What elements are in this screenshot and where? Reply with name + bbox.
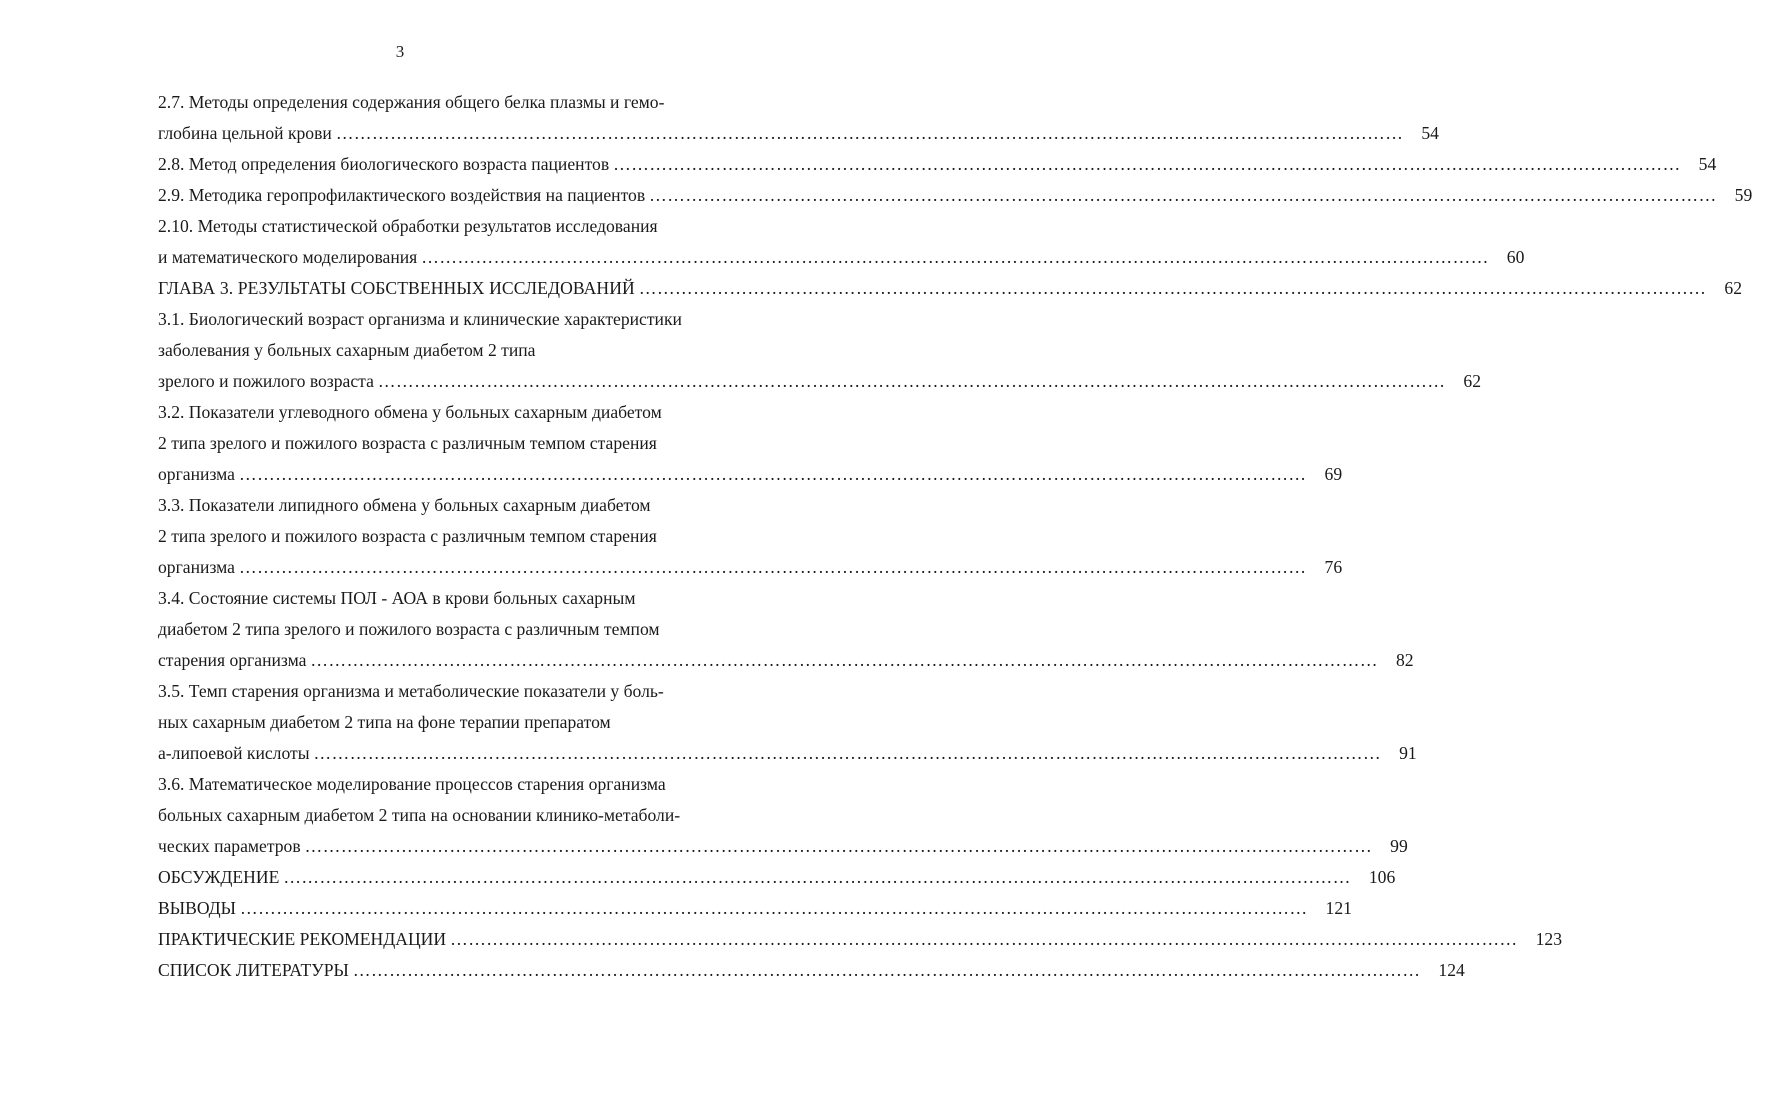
toc-entry-line: 3.2. Показатели углеводного обмена у больных сахарным диабетом: [158, 402, 662, 422]
toc-entry-last-line: [158, 955, 1465, 986]
toc-entry: [158, 583, 1414, 676]
toc-entry-last-line: [158, 893, 1352, 924]
toc-entry-title: старения организма: [158, 650, 307, 670]
toc-entry: [158, 273, 1742, 304]
toc-entry-line: 3.3. Показатели липидного обмена у больных сахарным диабетом: [158, 495, 651, 515]
toc-entry: [158, 955, 1465, 986]
toc-entry-title: 2.8. Метод определения биологического возраста пациентов: [158, 154, 610, 174]
dot-leader: ……………………………………………………………………………………………………………………………………………………………: [649, 185, 1717, 205]
dot-leader: ……………………………………………………………………………………………………………………………………………………………: [613, 154, 1681, 174]
toc-entry: [158, 149, 1717, 180]
toc-page-number: 59: [1734, 185, 1753, 205]
toc-entry-line: 3.4. Состояние системы ПОЛ - АОА в крови больных сахарным: [158, 588, 636, 608]
toc-page-number: 54: [1698, 154, 1717, 174]
toc-entry-title: ВЫВОДЫ: [158, 898, 236, 918]
toc-entry-line: больных сахарным диабетом 2 типа на основании клинико-метаболи-: [158, 805, 681, 825]
toc-page-number: 60: [1506, 247, 1525, 267]
toc-page-number: 76: [1324, 557, 1343, 577]
toc-entry-last-line: [158, 149, 1717, 180]
toc-entry: [158, 211, 1525, 273]
toc-entry: [158, 862, 1396, 893]
toc-entry-title: ОБСУЖДЕНИЕ: [158, 867, 280, 887]
toc-entry-line: 2 типа зрелого и пожилого возраста с различным темпом старения: [158, 433, 657, 453]
toc-entry-line: 3.6. Математическое моделирование процессов старения организма: [158, 774, 666, 794]
table-of-contents: [158, 87, 1753, 986]
toc-entry-last-line: [158, 552, 1343, 583]
toc-entry-line: диабетом 2 типа зрелого и пожилого возраста с различным темпом: [158, 619, 660, 639]
toc-page-number: 91: [1399, 743, 1417, 763]
toc-entry: [158, 180, 1753, 211]
toc-entry-line: 3.1. Биологический возраст организма и клинические характеристики: [158, 309, 682, 329]
toc-page-number: 69: [1324, 464, 1343, 484]
toc-page-number: 123: [1535, 929, 1563, 949]
dot-leader: ……………………………………………………………………………………………………………………………………………………………: [238, 557, 1307, 577]
dot-leader: ……………………………………………………………………………………………………………………………………………………………: [352, 960, 1421, 980]
toc-entry-line: заболевания у больных сахарным диабетом 2 типа: [158, 340, 536, 360]
toc-entry-last-line: [158, 366, 1482, 397]
toc-entry-title: зрелого и пожилого возраста: [158, 371, 374, 391]
dot-leader: ……………………………………………………………………………………………………………………………………………………………: [313, 743, 1382, 763]
toc-page-number: 99: [1390, 836, 1408, 856]
toc-page-number: 62: [1724, 278, 1742, 298]
dot-leader: ……………………………………………………………………………………………………………………………………………………………: [377, 371, 1446, 391]
toc-entry-last-line: [158, 118, 1439, 149]
dot-leader: ……………………………………………………………………………………………………………………………………………………………: [304, 836, 1373, 856]
toc-entry: [158, 490, 1343, 583]
toc-entry-line: 2.10. Методы статистической обработки результатов исследования: [158, 216, 658, 236]
dot-leader: ……………………………………………………………………………………………………………………………………………………………: [335, 123, 1404, 143]
toc-entry-last-line: [158, 738, 1417, 769]
toc-entry-title: организма: [158, 557, 235, 577]
toc-entry: [158, 893, 1352, 924]
toc-entry-title: ГЛАВА 3. РЕЗУЛЬТАТЫ СОБСТВЕННЫХ ИССЛЕДОВАНИЙ: [158, 278, 635, 298]
toc-page-number: 62: [1463, 371, 1482, 391]
toc-entry-title: 2.9. Методика геропрофилактического воздействия на пациентов: [158, 185, 646, 205]
toc-entry-title: организма: [158, 464, 235, 484]
dot-leader: ……………………………………………………………………………………………………………………………………………………………: [421, 247, 1489, 267]
toc-entry-title: ческих параметров: [158, 836, 301, 856]
toc-entry: [158, 924, 1563, 955]
toc-page-number: 82: [1395, 650, 1414, 670]
dot-leader: ……………………………………………………………………………………………………………………………………………………………: [238, 464, 1307, 484]
toc-entry-last-line: [158, 180, 1753, 211]
toc-entry: [158, 397, 1343, 490]
dot-leader: ……………………………………………………………………………………………………………………………………………………………: [310, 650, 1378, 670]
dot-leader: ……………………………………………………………………………………………………………………………………………………………: [283, 867, 1351, 887]
toc-entry-line: ных сахарным диабетом 2 типа на фоне терапии препаратом: [158, 712, 611, 732]
toc-entry-last-line: [158, 459, 1343, 490]
dot-leader: ……………………………………………………………………………………………………………………………………………………………: [450, 929, 1518, 949]
page-number: 3: [395, 42, 405, 61]
toc-entry-last-line: [158, 242, 1525, 273]
toc-entry-last-line: [158, 831, 1408, 862]
toc-entry-title: глобина цельной крови: [158, 123, 332, 143]
toc-page-number: 124: [1438, 960, 1465, 980]
toc-entry-last-line: [158, 273, 1742, 304]
toc-entry-line: 2.7. Методы определения содержания общего белка плазмы и гемо-: [158, 92, 665, 112]
toc-entry-title: СПИСОК ЛИТЕРАТУРЫ: [158, 960, 349, 980]
toc-entry: [158, 304, 1482, 397]
toc-entry-title: и математического моделирования: [158, 247, 418, 267]
toc-entry-line: 3.5. Темп старения организма и метаболические показатели у боль-: [158, 681, 664, 701]
toc-entry-last-line: [158, 924, 1563, 955]
toc-page-number: 106: [1368, 867, 1396, 887]
toc-entry: [158, 769, 1408, 862]
toc-entry-last-line: [158, 645, 1414, 676]
dot-leader: ……………………………………………………………………………………………………………………………………………………………: [240, 898, 1308, 918]
toc-entry-line: 2 типа зрелого и пожилого возраста с различным темпом старения: [158, 526, 657, 546]
toc-entry-last-line: [158, 862, 1396, 893]
toc-page-number: 121: [1325, 898, 1352, 918]
toc-entry-title: а-липоевой кислоты: [158, 743, 310, 763]
toc-entry: [158, 87, 1439, 149]
toc-page-number: 54: [1421, 123, 1439, 143]
dot-leader: ……………………………………………………………………………………………………………………………………………………………: [638, 278, 1707, 298]
toc-entry: [158, 676, 1417, 769]
toc-entry-title: ПРАКТИЧЕСКИЕ РЕКОМЕНДАЦИИ: [158, 929, 447, 949]
